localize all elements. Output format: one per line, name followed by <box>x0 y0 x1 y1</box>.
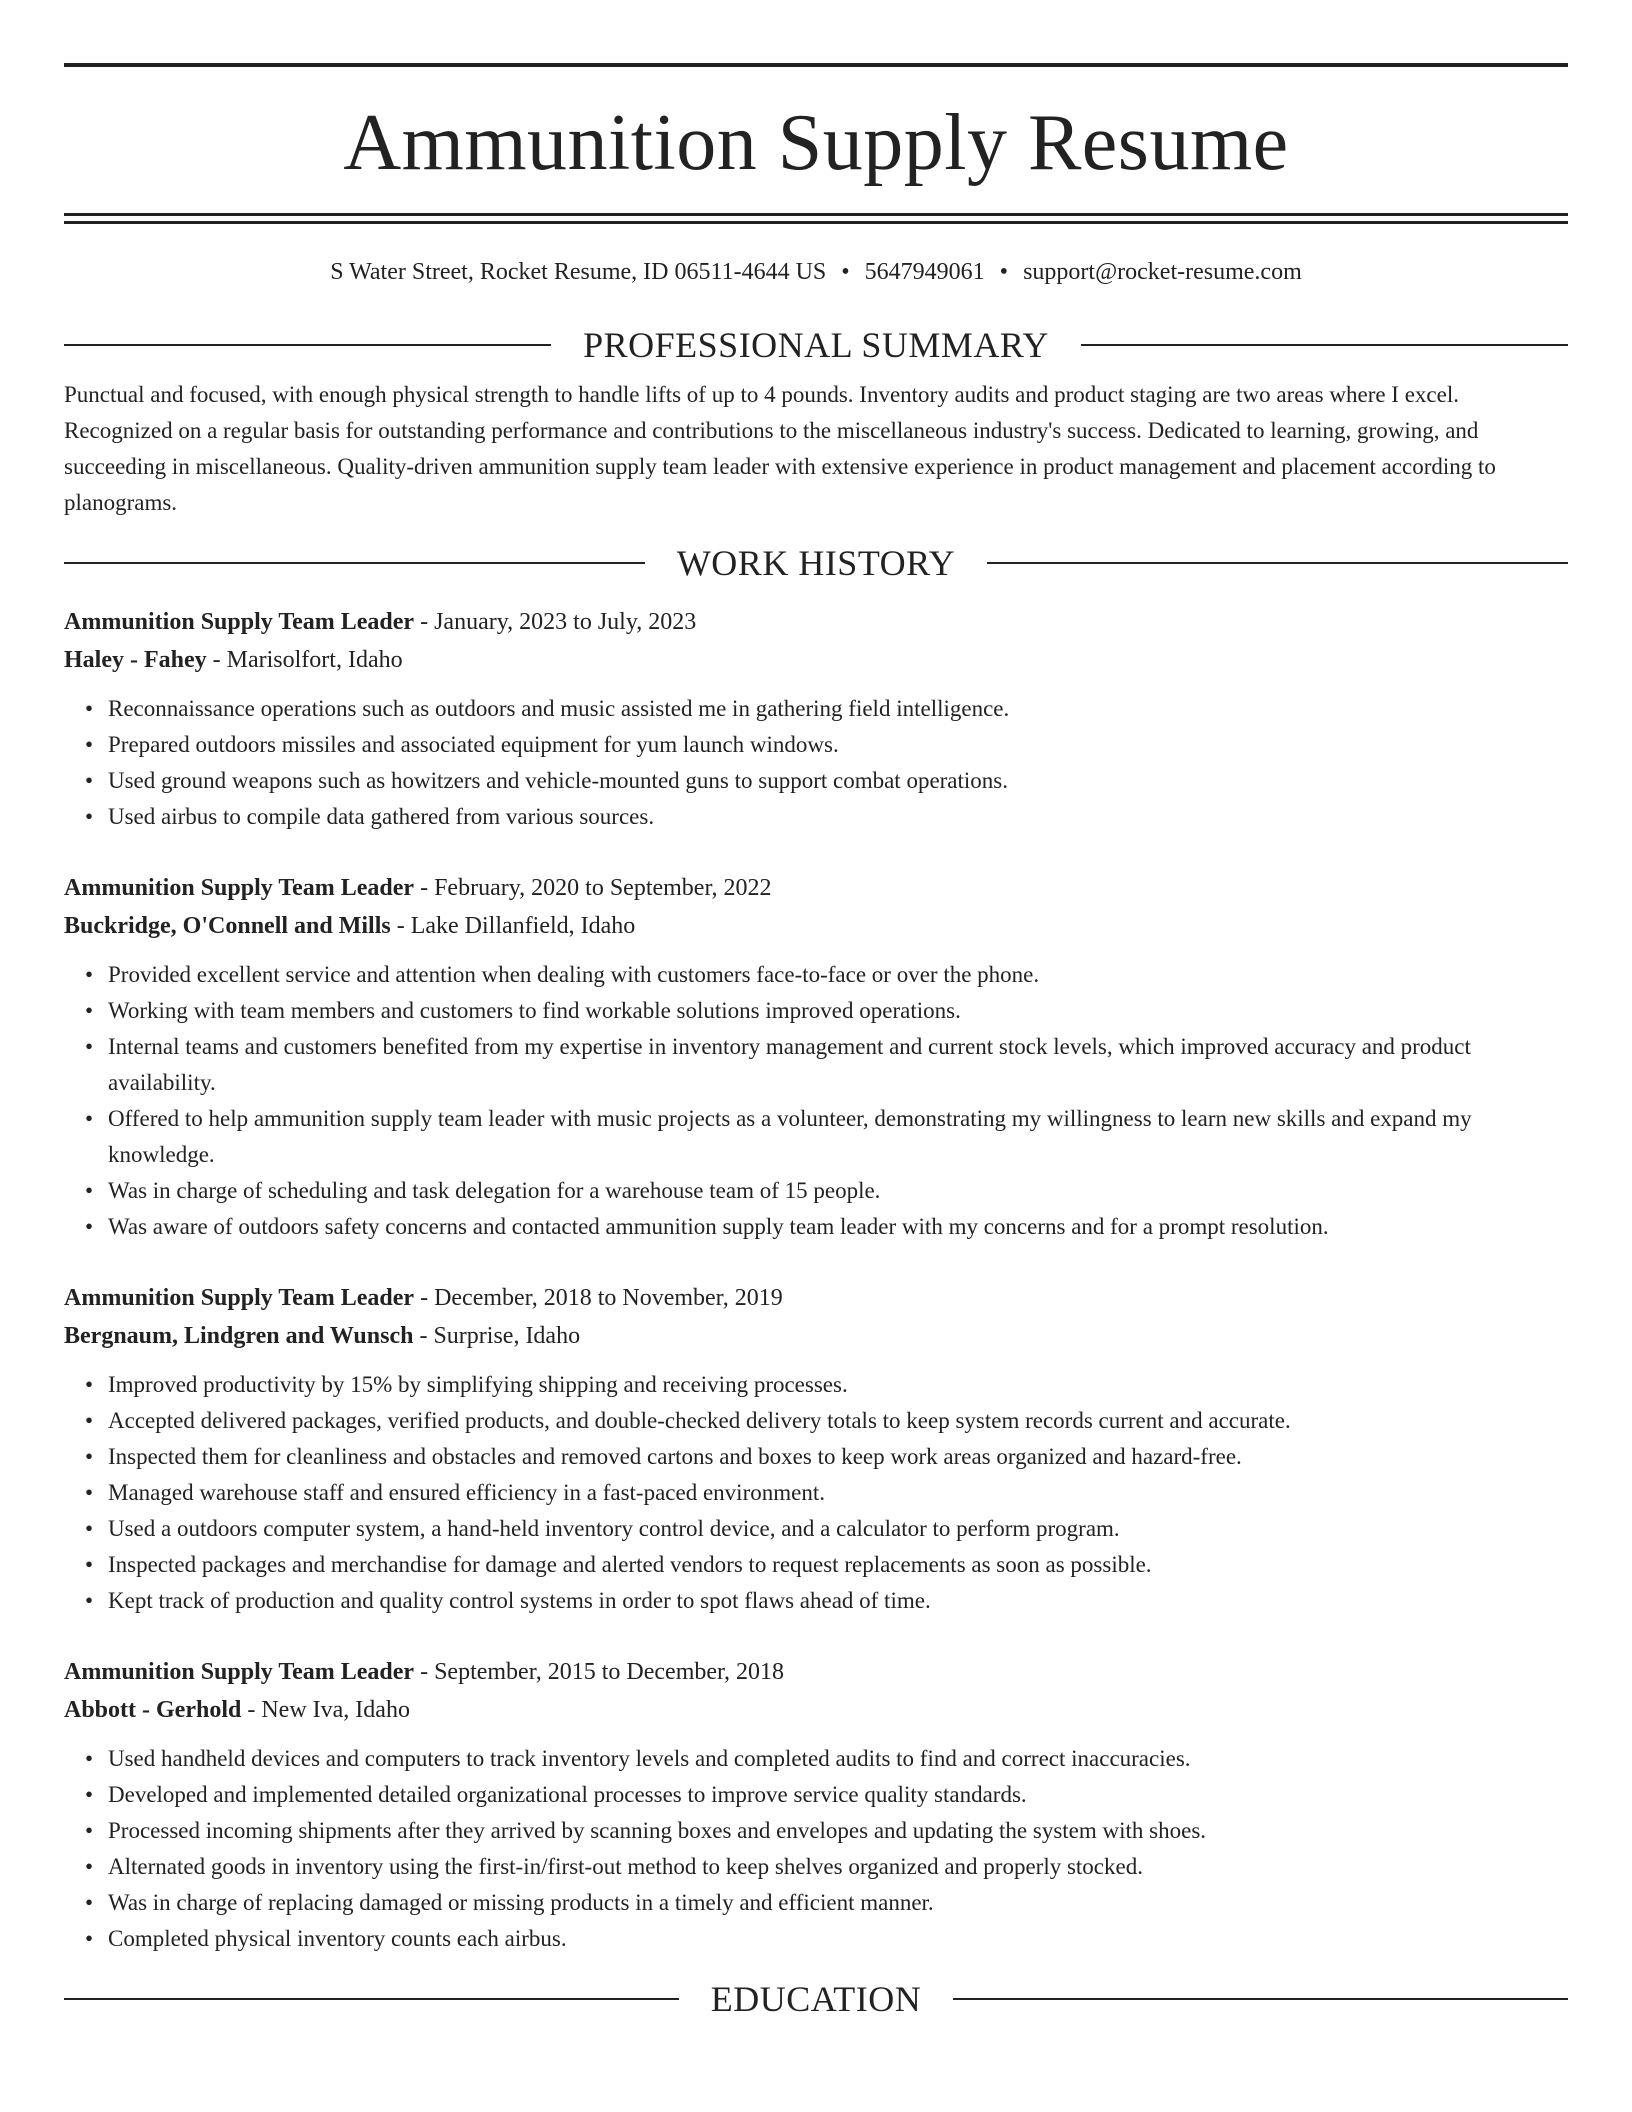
bullet-text: Used ground weapons such as howitzers and vehicle-mounted guns to support combat operations. <box>108 768 1008 793</box>
job-dates: - December, 2018 to November, 2019 <box>414 1285 783 1311</box>
bullet-icon: • <box>85 1854 94 1879</box>
bullet-text: Used a outdoors computer system, a hand-held inventory control device, and a calculator to perform program. <box>108 1516 1120 1541</box>
job-bullets <box>64 691 1568 835</box>
bullet-icon: • <box>85 1926 94 1951</box>
job-bullets <box>64 1741 1568 1957</box>
summary-heading-label: PROFESSIONAL SUMMARY <box>583 325 1049 365</box>
heading-rule-left <box>64 344 551 346</box>
bullet-icon: • <box>85 1408 94 1433</box>
bullet-text: Inspected them for cleanliness and obstacles and removed cartons and boxes to keep work areas organized and hazard-free. <box>108 1444 1242 1469</box>
job-title: Ammunition Supply Team Leader <box>64 1659 415 1685</box>
job-company: Abbott - Gerhold <box>64 1697 242 1723</box>
bullet-icon: • <box>85 1034 94 1059</box>
work-heading-label: WORK HISTORY <box>676 543 956 583</box>
bullet-icon: • <box>85 1178 94 1203</box>
bullet-text: Used airbus to compile data gathered from various sources. <box>108 804 655 829</box>
bullet-text: Completed physical inventory counts each airbus. <box>108 1926 567 1951</box>
job-dates: - September, 2015 to December, 2018 <box>414 1659 785 1685</box>
list-item <box>85 763 1568 799</box>
bullet-text: Was in charge of scheduling and task delegation for a warehouse team of 15 people. <box>108 1178 881 1203</box>
contact-email: support@rocket-resume.com <box>1023 259 1302 285</box>
work-section-heading <box>64 541 1568 585</box>
list-item <box>85 1475 1568 1511</box>
bullet-text: Prepared outdoors missiles and associated equipment for yum launch windows. <box>108 732 839 757</box>
bullet-icon: • <box>85 732 94 757</box>
list-item <box>85 1511 1568 1547</box>
bullet-text: Reconnaissance operations such as outdoors and music assisted me in gathering field intelligence. <box>108 696 1010 721</box>
job-entry <box>64 1653 1568 1957</box>
contact-address: S Water Street, Rocket Resume, ID 06511-4644 US <box>330 259 827 285</box>
bullet-text: Provided excellent service and attention when dealing with customers face-to-face or over the phone. <box>108 962 1040 987</box>
list-item <box>85 993 1568 1029</box>
job-title-line <box>64 869 1568 907</box>
contact-line <box>64 257 1568 287</box>
list-item <box>85 1439 1568 1475</box>
summary-section-heading <box>64 323 1568 367</box>
job-bullets <box>64 1367 1568 1619</box>
heading-rule-right <box>987 562 1568 564</box>
bullet-text: Developed and implemented detailed organizational processes to improve service quality standards. <box>108 1782 1027 1807</box>
bullet-text: Was aware of outdoors safety concerns and contacted ammunition supply team leader with my concerns and for a prompt resolution. <box>108 1214 1329 1239</box>
job-entry <box>64 869 1568 1245</box>
bullet-icon: • <box>85 804 94 829</box>
heading-rule-left <box>64 1998 679 2000</box>
bullet-text: Used handheld devices and computers to track inventory levels and completed audits to find and correct inaccuracies. <box>108 1746 1191 1771</box>
list-item <box>85 1583 1568 1619</box>
list-item <box>85 957 1568 993</box>
list-item <box>85 1777 1568 1813</box>
list-item <box>85 1547 1568 1583</box>
job-title-line <box>64 1653 1568 1691</box>
bullet-icon: • <box>85 768 94 793</box>
bullet-text: Kept track of production and quality control systems in order to spot flaws ahead of time. <box>108 1588 931 1613</box>
bullet-text: Inspected packages and merchandise for damage and alerted vendors to request replacements as soon as possible. <box>108 1552 1152 1577</box>
title-double-rule <box>64 213 1568 224</box>
job-company-line <box>64 641 1568 679</box>
list-item <box>85 1885 1568 1921</box>
heading-rule-right <box>1081 344 1568 346</box>
bullet-icon: • <box>85 1588 94 1613</box>
contact-separator: • <box>999 259 1009 285</box>
list-item <box>85 1849 1568 1885</box>
job-company-line <box>64 1317 1568 1355</box>
bullet-icon: • <box>85 1214 94 1239</box>
job-entry <box>64 1279 1568 1619</box>
job-company: Buckridge, O'Connell and Mills <box>64 913 391 939</box>
list-item <box>85 1209 1568 1245</box>
job-bullets <box>64 957 1568 1245</box>
job-title-line <box>64 603 1568 641</box>
job-title: Ammunition Supply Team Leader <box>64 875 415 901</box>
bullet-icon: • <box>85 1444 94 1469</box>
list-item <box>85 1029 1568 1101</box>
job-title-line <box>64 1279 1568 1317</box>
bullet-text: Was in charge of replacing damaged or missing products in a timely and efficient manner. <box>108 1890 934 1915</box>
bullet-text: Internal teams and customers benefited from my expertise in inventory management and current stock levels, which improved accuracy and product availability. <box>108 1034 1471 1095</box>
job-dates: - February, 2020 to September, 2022 <box>414 875 772 901</box>
bullet-icon: • <box>85 1480 94 1505</box>
bullet-icon: • <box>85 1890 94 1915</box>
list-item <box>85 1173 1568 1209</box>
list-item <box>85 799 1568 835</box>
bullet-icon: • <box>85 1516 94 1541</box>
professional-summary: Punctual and focused, with enough physical strength to handle lifts of up to 4 pounds. Inventory audits and product staging are two areas where I excel. Recognized on a regular basis for outstanding performance and contributions to the miscellaneous industry's success. Dedicated to learning, growing, and succeeding in miscellaneous. Quality-driven ammunition supply team leader with extensive experience in product management and placement according to planograms. <box>64 382 1496 515</box>
bullet-icon: • <box>85 1106 94 1131</box>
list-item <box>85 1741 1568 1777</box>
contact-phone: 5647949061 <box>864 259 985 285</box>
job-company-line <box>64 907 1568 945</box>
job-company-line <box>64 1691 1568 1729</box>
bullet-icon: • <box>85 1782 94 1807</box>
list-item <box>85 1403 1568 1439</box>
list-item <box>85 1921 1568 1957</box>
bullet-icon: • <box>85 1818 94 1843</box>
list-item <box>85 1813 1568 1849</box>
list-item <box>85 727 1568 763</box>
bullet-icon: • <box>85 1372 94 1397</box>
bullet-text: Managed warehouse staff and ensured efficiency in a fast-paced environment. <box>108 1480 825 1505</box>
job-location: - Surprise, Idaho <box>413 1323 581 1349</box>
bullet-icon: • <box>85 962 94 987</box>
bullet-text: Offered to help ammunition supply team leader with music projects as a volunteer, demonstrating my willingness to learn new skills and expand my knowledge. <box>108 1106 1472 1167</box>
bullet-text: Accepted delivered packages, verified products, and double-checked delivery totals to keep system records current and accurate. <box>108 1408 1291 1433</box>
heading-rule-left <box>64 562 645 564</box>
bullet-text: Alternated goods in inventory using the first-in/first-out method to keep shelves organized and properly stocked. <box>108 1854 1143 1879</box>
resume-title: Ammunition Supply Resume <box>343 99 1289 187</box>
work-history-list <box>64 603 1568 1957</box>
top-rule <box>64 63 1568 67</box>
list-item <box>85 691 1568 727</box>
job-dates: - January, 2023 to July, 2023 <box>414 609 697 635</box>
heading-rule-right <box>953 1998 1568 2000</box>
bullet-text: Working with team members and customers to find workable solutions improved operations. <box>108 998 961 1023</box>
job-company: Bergnaum, Lindgren and Wunsch <box>64 1323 414 1349</box>
bullet-icon: • <box>85 696 94 721</box>
job-location: - Lake Dillanfield, Idaho <box>390 913 636 939</box>
contact-separator: • <box>841 259 850 285</box>
job-company: Haley - Fahey <box>64 647 207 673</box>
resume-page <box>64 0 1568 2021</box>
bullet-icon: • <box>85 998 94 1023</box>
bullet-text: Processed incoming shipments after they arrived by scanning boxes and envelopes and updating the system with shoes. <box>108 1818 1207 1843</box>
bullet-text: Improved productivity by 15% by simplifying shipping and receiving processes. <box>108 1372 848 1397</box>
job-entry <box>64 603 1568 835</box>
job-title: Ammunition Supply Team Leader <box>64 609 415 635</box>
education-heading-label: EDUCATION <box>710 1979 922 2019</box>
job-location: - Marisolfort, Idaho <box>206 647 403 673</box>
job-location: - New Iva, Idaho <box>241 1697 410 1723</box>
education-section-heading <box>64 1977 1568 2021</box>
job-title: Ammunition Supply Team Leader <box>64 1285 415 1311</box>
bullet-icon: • <box>85 1552 94 1577</box>
list-item <box>85 1101 1568 1173</box>
bullet-icon: • <box>85 1746 94 1771</box>
list-item <box>85 1367 1568 1403</box>
